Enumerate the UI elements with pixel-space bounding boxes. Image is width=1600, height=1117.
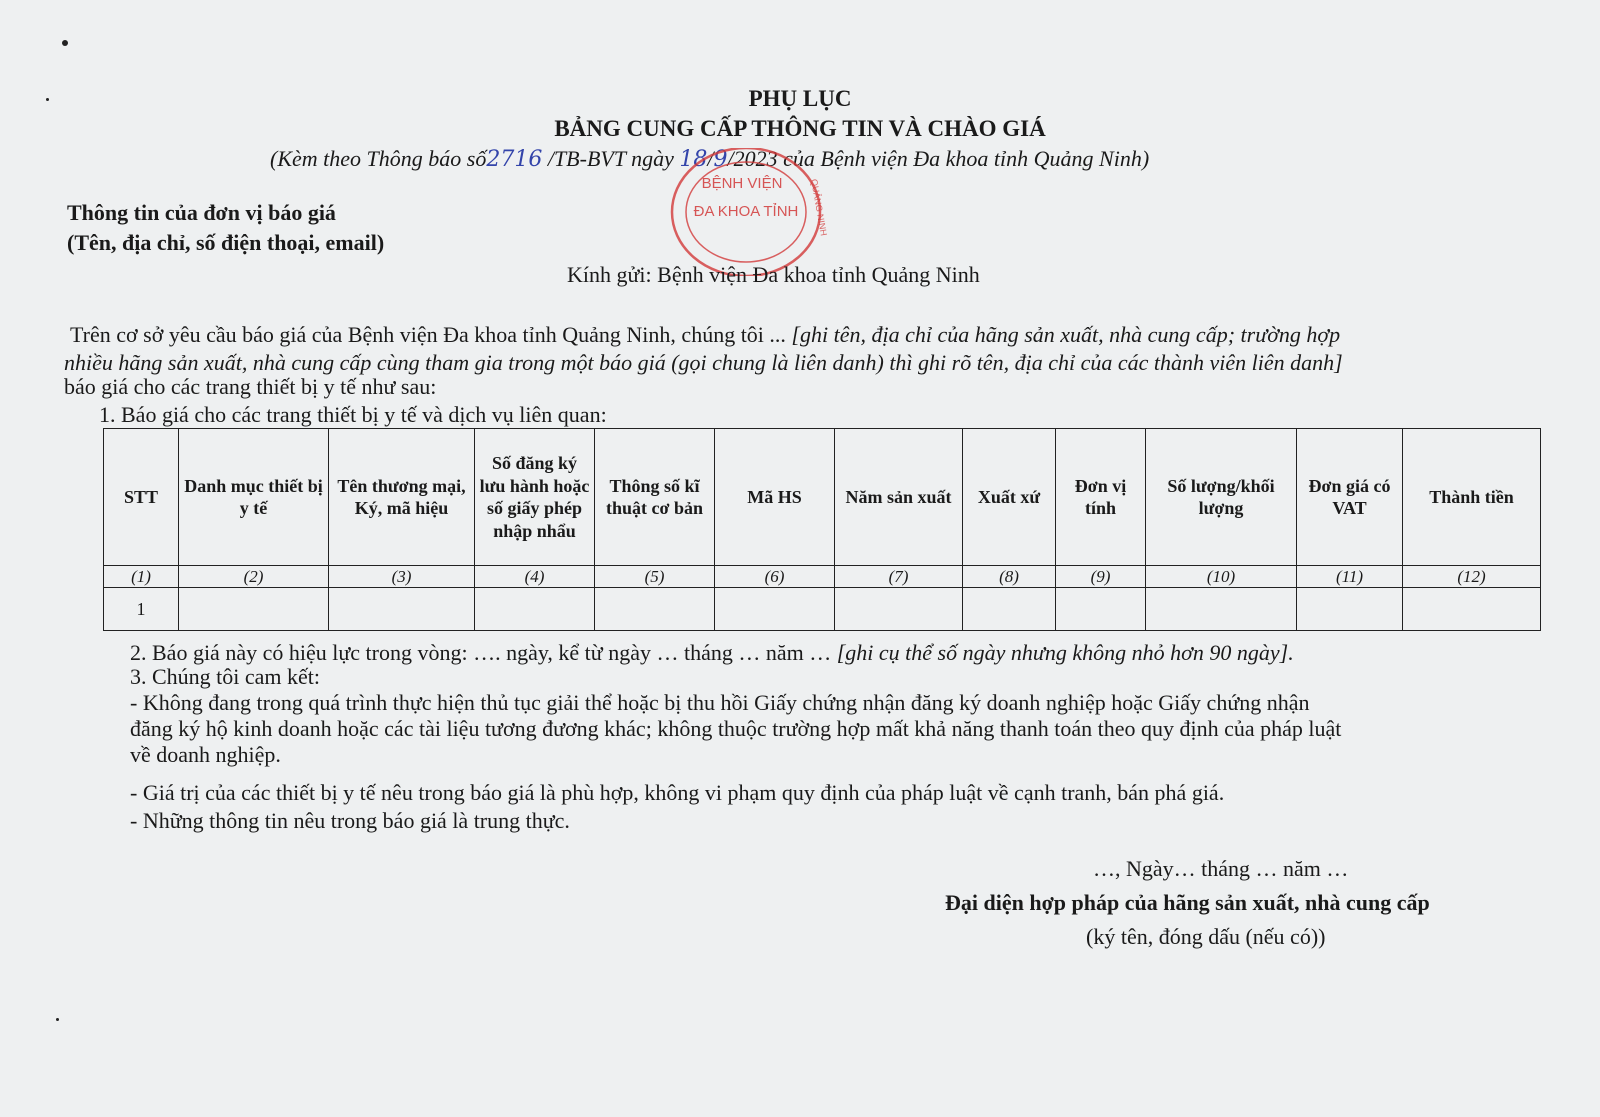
signature-representative: Đại diện hợp pháp của hãng sản xuất, nhà cung cấp <box>945 890 1430 915</box>
table-header-row <box>104 429 1541 566</box>
intro-italic: [ghi tên, địa chỉ của hãng sản xuất, nhà cung cấp; trường hợp <box>791 322 1341 347</box>
hospital-stamp <box>666 148 836 276</box>
column-index: (3) <box>329 566 475 588</box>
stamp-line-1: BỆNH VIỆN <box>701 175 783 192</box>
column-header: Xuất xứ <box>963 429 1056 566</box>
table-cell <box>329 588 475 631</box>
column-header: Năm sản xuất <box>835 429 963 566</box>
column-header: Đơn vị tính <box>1056 429 1146 566</box>
intro-plain: Trên cơ sở yêu cầu báo giá của Bệnh viện Đa khoa tỉnh Quảng Ninh, chúng tôi ... <box>70 322 792 347</box>
column-index: (11) <box>1297 566 1403 588</box>
reference-prefix: (Kèm theo Thông báo số <box>270 146 487 171</box>
table-cell <box>963 588 1056 631</box>
column-index: (12) <box>1403 566 1541 588</box>
column-header: Đơn giá có VAT <box>1297 429 1403 566</box>
intro-line-3: báo giá cho các trang thiết bị y tế như sau: <box>64 374 437 399</box>
section-1-heading: 1. Báo giá cho các trang thiết bị y tế và dịch vụ liên quan: <box>99 402 607 427</box>
table-cell <box>595 588 715 631</box>
section-3-heading: 3. Chúng tôi cam kết: <box>130 664 321 689</box>
column-index: (5) <box>595 566 715 588</box>
table-cell <box>179 588 329 631</box>
section-2-note: [ghi cụ thể số ngày nhưng không nhỏ hơn 90 ngày]. <box>836 640 1294 665</box>
reference-middle: /TB-BVT ngày <box>547 146 674 171</box>
commitment-2: - Giá trị của các thiết bị y tế nêu trong báo giá là phù hợp, không vi phạm quy định của pháp luật về cạnh tranh, bán phá giá. <box>130 780 1225 805</box>
column-index: (6) <box>715 566 835 588</box>
column-header: Danh mục thiết bị y tế <box>179 429 329 566</box>
column-index-row <box>104 566 1541 588</box>
table-cell <box>1146 588 1297 631</box>
commitment-1-line-2: đăng ký hộ kinh doanh hoặc các tài liệu tương đương khác; không thuộc trường hợp mất khả năng thanh toán theo quy định của pháp luật <box>130 716 1342 741</box>
table-cell: 1 <box>104 588 179 631</box>
section-2-text: 2. Báo giá này có hiệu lực trong vòng: …. ngày, kể từ ngày … tháng … năm … <box>130 640 837 665</box>
column-header: Số lượng/khối lượng <box>1146 429 1297 566</box>
column-index: (7) <box>835 566 963 588</box>
handwritten-number: 2716 <box>486 147 543 172</box>
document-subtitle: BẢNG CUNG CẤP THÔNG TIN VÀ CHÀO GIÁ <box>554 116 1046 141</box>
column-header: STT <box>104 429 179 566</box>
column-header: Thành tiền <box>1403 429 1541 566</box>
scan-mark <box>56 1018 59 1021</box>
column-header: Số đăng ký lưu hành hoặc số giấy phép nhập nhẩu <box>475 429 595 566</box>
vendor-info-subheading: (Tên, địa chỉ, số điện thoại, email) <box>67 230 385 255</box>
column-header: Mã HS <box>715 429 835 566</box>
table-row <box>104 588 1541 631</box>
column-header: Thông số kĩ thuật cơ bản <box>595 429 715 566</box>
intro-line-1 <box>70 322 1340 348</box>
scan-mark <box>62 40 68 46</box>
column-index: (1) <box>104 566 179 588</box>
section-2 <box>130 640 1294 666</box>
quote-table <box>103 428 1541 631</box>
column-index: (10) <box>1146 566 1297 588</box>
column-index: (9) <box>1056 566 1146 588</box>
table-cell <box>1403 588 1541 631</box>
addressee: Kính gửi: Bệnh viện Đa khoa tỉnh Quảng Ninh <box>567 262 980 287</box>
commitment-1-line-3: về doanh nghiệp. <box>130 742 281 767</box>
column-index: (2) <box>179 566 329 588</box>
column-header: Tên thương mại, Ký, mã hiệu <box>329 429 475 566</box>
reference-suffix: /2023 của Bệnh viện Đa khoa tỉnh Quảng Ninh) <box>727 146 1150 171</box>
reference-line: (Kèm theo Thông báo số2716 /TB-BVT ngày 18/9/2023 của Bệnh viện Đa khoa tỉnh Quảng Ninh) <box>270 146 1150 172</box>
table-cell <box>1056 588 1146 631</box>
table-cell <box>1297 588 1403 631</box>
table-cell <box>475 588 595 631</box>
intro-line-2: nhiều hãng sản xuất, nhà cung cấp cùng tham gia trong một báo giá (gọi chung là liên danh) thì ghi rõ tên, địa chỉ của các thành viên liên danh] <box>64 350 1343 375</box>
column-index: (4) <box>475 566 595 588</box>
handwritten-day: 18 <box>679 147 708 172</box>
stamp-line-2: ĐA KHOA TỈNH <box>693 203 799 220</box>
stamp-ring-text: QUẢNG NINH <box>809 178 829 237</box>
column-index: (8) <box>963 566 1056 588</box>
signature-date: …, Ngày… tháng … năm … <box>1093 856 1349 881</box>
table-cell <box>715 588 835 631</box>
handwritten-month: 9 <box>713 147 728 172</box>
document-title: PHỤ LỤC <box>748 86 852 111</box>
commitment-1-line-1: - Không đang trong quá trình thực hiện thủ tục giải thể hoặc bị thu hồi Giấy chứng nhận đăng ký doanh nghiệp hoặc Giấy chứng nhận <box>130 690 1310 715</box>
commitment-3: - Những thông tin nêu trong báo giá là trung thực. <box>130 808 570 833</box>
vendor-info-heading: Thông tin của đơn vị báo giá <box>67 200 336 225</box>
signature-note: (ký tên, đóng dấu (nếu có)) <box>1086 924 1326 949</box>
table-cell <box>835 588 963 631</box>
